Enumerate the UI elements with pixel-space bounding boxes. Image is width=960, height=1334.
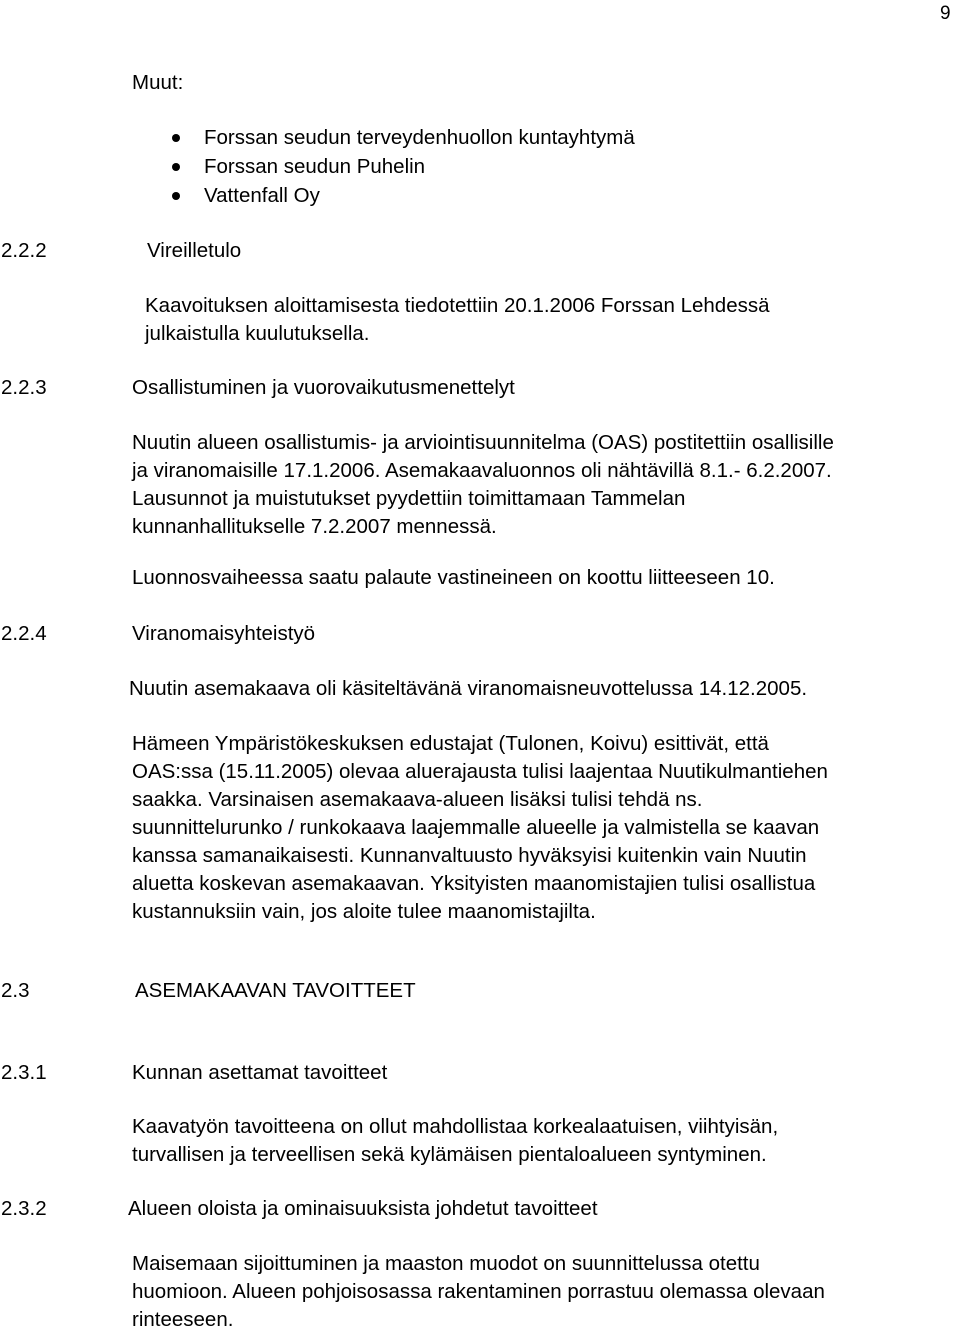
section-paragraph: Luonnosvaiheessa saatu palaute vastineineen on koottu liitteeseen 10. <box>132 566 775 589</box>
section-number: 2.3.1 <box>1 1061 47 1084</box>
paragraph-line: kustannuksiin vain, jos aloite tulee maanomistajilta. <box>132 900 596 923</box>
section-paragraph <box>132 429 834 541</box>
bullet-dot-icon <box>172 163 180 171</box>
paragraph-line: Kaavatyön tavoitteena on ollut mahdollistaa korkealaatuisen, viihtyisän, <box>132 1115 779 1138</box>
bullet-dot-icon <box>172 134 180 142</box>
other-heading: Muut: <box>132 71 184 94</box>
paragraph-line: suunnittelurunko / runkokaava laajemmalle alueelle ja valmistella se kaavan <box>132 816 820 839</box>
section-title: Vireilletulo <box>147 239 242 262</box>
paragraph-line: Nuutin alueen osallistumis- ja arviointisuunnitelma (OAS) postitettiin osallisille <box>132 431 834 454</box>
section-number: 2.2.2 <box>1 239 47 262</box>
paragraph-line: Kaavoituksen aloittamisesta tiedotettiin 20.1.2006 Forssan Lehdessä <box>145 294 770 317</box>
paragraph-line: ja viranomaisille 17.1.2006. Asemakaavaluonnos oli nähtävillä 8.1.- 6.2.2007. <box>132 459 832 482</box>
section-paragraph <box>132 1113 778 1169</box>
paragraph-line: huomioon. Alueen pohjoisosassa rakentaminen porrastuu olemassa olevaan <box>132 1280 825 1303</box>
section-title: Osallistuminen ja vuorovaikutusmenettelyt <box>132 376 515 399</box>
paragraph-line: Lausunnot ja muistutukset pyydettiin toimittamaan Tammelan <box>132 487 686 510</box>
section-paragraph <box>145 292 770 348</box>
bullet-item: Vattenfall Oy <box>204 184 320 207</box>
paragraph-line: Hämeen Ympäristökeskuksen edustajat (Tulonen, Koivu) esittivät, että <box>132 732 769 755</box>
paragraph-line: kanssa samanaikaisesti. Kunnanvaltuusto hyväksyisi kuitenkin vain Nuutin <box>132 844 807 867</box>
bullet-item: Forssan seudun terveydenhuollon kuntayhtymä <box>204 126 635 149</box>
section-paragraph: Nuutin asemakaava oli käsiteltävänä viranomaisneuvottelussa 14.12.2005. <box>129 677 808 700</box>
paragraph-line: julkaistulla kuulutuksella. <box>145 322 370 345</box>
paragraph-line: aluetta koskevan asemakaavan. Yksityisten maanomistajien tulisi osallistua <box>132 872 816 895</box>
paragraph-line: Maisemaan sijoittuminen ja maaston muodot on suunnittelussa otettu <box>132 1252 760 1275</box>
section-number: 2.2.3 <box>1 376 47 399</box>
paragraph-line: kunnanhallitukselle 7.2.2007 mennessä. <box>132 515 497 538</box>
section-title: Alueen oloista ja ominaisuuksista johdetut tavoitteet <box>128 1197 598 1220</box>
section-title: Kunnan asettamat tavoitteet <box>132 1061 388 1084</box>
paragraph-line: rinteeseen. <box>132 1308 234 1331</box>
chapter-title: ASEMAKAAVAN TAVOITTEET <box>135 979 416 1002</box>
bullet-item: Forssan seudun Puhelin <box>204 155 426 178</box>
paragraph-line: saakka. Varsinaisen asemakaava-alueen lisäksi tulisi tehdä ns. <box>132 788 703 811</box>
paragraph-line: OAS:ssa (15.11.2005) olevaa aluerajausta tulisi laajentaa Nuutikulmantiehen <box>132 760 828 783</box>
section-paragraph <box>132 730 828 926</box>
section-number: 2.3.2 <box>1 1197 47 1220</box>
bullet-dot-icon <box>172 192 180 200</box>
section-title: Viranomaisyhteistyö <box>132 622 316 645</box>
section-paragraph <box>132 1250 825 1334</box>
section-number: 2.2.4 <box>1 622 47 645</box>
chapter-number: 2.3 <box>1 979 30 1002</box>
paragraph-line: turvallisen ja terveellisen sekä kylämäisen pientaloalueen syntyminen. <box>132 1143 767 1166</box>
page-number: 9 <box>940 3 951 24</box>
